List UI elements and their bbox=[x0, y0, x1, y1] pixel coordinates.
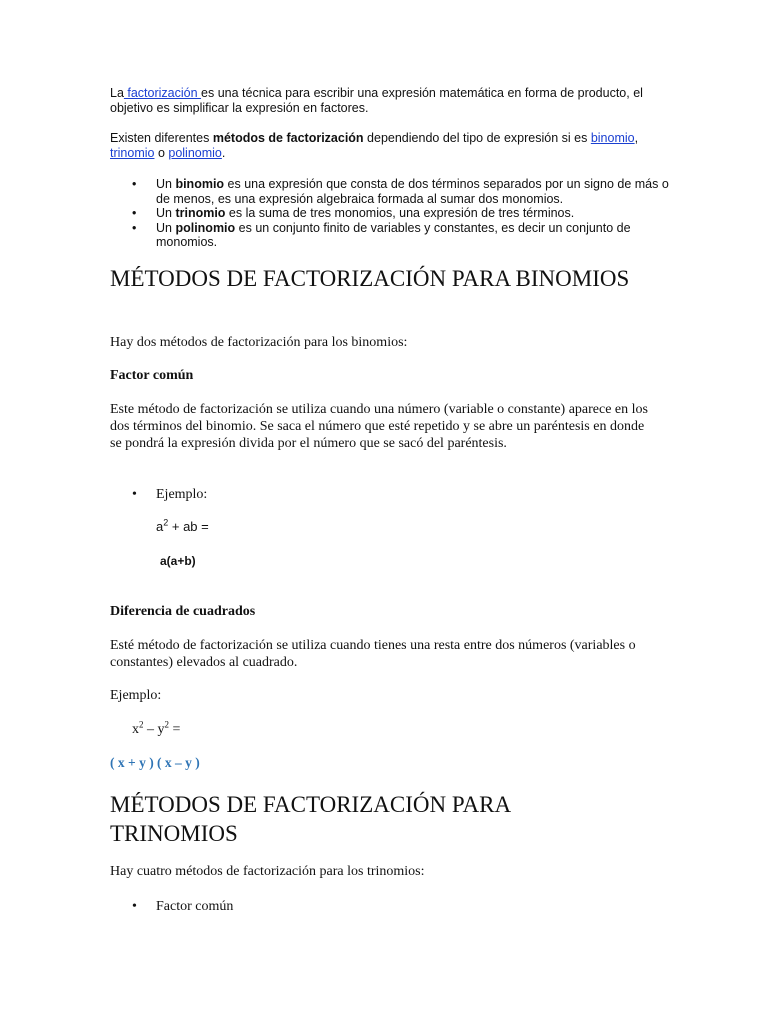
list-item bbox=[110, 221, 670, 250]
expr-term: x bbox=[132, 722, 139, 737]
list-item bbox=[110, 898, 233, 915]
expr-term: a bbox=[156, 519, 164, 534]
exponent: 2 bbox=[139, 719, 144, 730]
list-item bbox=[110, 177, 670, 206]
subheading-factor-comun: Factor común bbox=[110, 368, 194, 383]
expr-mid: – y bbox=[143, 722, 165, 737]
intro-paragraph bbox=[110, 86, 655, 116]
expr-end: = bbox=[169, 722, 181, 737]
example-result-2: ( x + y ) ( x – y ) bbox=[110, 755, 200, 770]
methods-paragraph bbox=[110, 131, 670, 161]
bullet-icon: • bbox=[132, 177, 137, 191]
def-text: es la suma de tres monomios, una expresión de tres términos. bbox=[225, 206, 575, 220]
methods-text: Existen diferentes bbox=[110, 131, 213, 145]
method-label: Factor común bbox=[156, 899, 234, 914]
list-item bbox=[110, 206, 670, 221]
def-term: polinomio bbox=[175, 220, 236, 235]
diferencia-text: Esté método de factorización se utiliza cuando tienes una resta entre dos números (variables o constantes) elevados al cuadrado. bbox=[110, 638, 636, 670]
methods-text-mid: dependiendo del tipo de expresión si es bbox=[363, 131, 591, 145]
methods-bold: métodos de factorización bbox=[212, 131, 364, 145]
def-term: binomio bbox=[175, 177, 225, 191]
def-pre: Un bbox=[156, 206, 176, 220]
link-trinomio[interactable]: trinomio bbox=[110, 146, 155, 160]
section-heading-binomios: MÉTODOS DE FACTORIZACIÓN PARA BINOMIOS bbox=[110, 266, 630, 291]
intro-text-rest: es una técnica para escribir una expresión matemática en forma de producto, el objetivo es simplificar la expresión en factores. bbox=[110, 86, 643, 115]
example-label-2: Ejemplo: bbox=[110, 688, 162, 703]
example-expression-1 bbox=[156, 519, 209, 534]
exponent: 2 bbox=[164, 719, 169, 730]
link-polinomio[interactable]: polinomio bbox=[168, 146, 222, 160]
bullet-icon: • bbox=[132, 487, 137, 502]
bullet-icon: • bbox=[132, 206, 137, 220]
def-term: trinomio bbox=[175, 206, 226, 220]
conjunction: o bbox=[154, 146, 169, 160]
example-label: Ejemplo: bbox=[156, 487, 208, 502]
example-expression-2 bbox=[132, 721, 180, 738]
comma: , bbox=[634, 131, 639, 145]
exponent: 2 bbox=[163, 517, 169, 528]
bullet-icon: • bbox=[132, 220, 137, 235]
example-list bbox=[110, 486, 207, 503]
link-binomio[interactable]: binomio bbox=[590, 131, 635, 145]
period: . bbox=[221, 146, 226, 160]
definitions-list bbox=[110, 177, 670, 250]
bullet-icon: • bbox=[132, 899, 137, 914]
trinomio-methods-list bbox=[110, 898, 233, 915]
def-pre: Un bbox=[156, 177, 176, 191]
example-result-1: a(a+b) bbox=[160, 554, 196, 568]
def-text: es un conjunto finito de variables y constantes, es decir un conjunto de monomios. bbox=[156, 220, 631, 249]
list-item bbox=[110, 486, 207, 503]
section2-intro: Hay cuatro métodos de factorización para los trinomios: bbox=[110, 864, 425, 879]
subheading-diferencia-cuadrados: Diferencia de cuadrados bbox=[110, 604, 256, 619]
section-intro: Hay dos métodos de factorización para los binomios: bbox=[110, 335, 408, 350]
expr-rest: + ab = bbox=[168, 519, 209, 534]
section-heading-trinomios: MÉTODOS DE FACTORIZACIÓN PARA TRINOMIOS bbox=[110, 792, 510, 846]
link-factorizacion[interactable]: factorización bbox=[123, 86, 202, 100]
factor-comun-text: Este método de factorización se utiliza cuando una número (variable o constante) aparece en los dos términos del binomio. Se saca el número que esté repetido y se abre un paréntesis en donde se pondrá la expresión divida por el número que se sacó del paréntesis. bbox=[110, 402, 648, 451]
def-pre: Un bbox=[156, 220, 176, 235]
intro-text: La bbox=[110, 86, 124, 100]
def-text: es una expresión que consta de dos términos separados por un signo de más o de menos, es una expresión algebraica formada al sumar dos monomios. bbox=[156, 177, 669, 206]
